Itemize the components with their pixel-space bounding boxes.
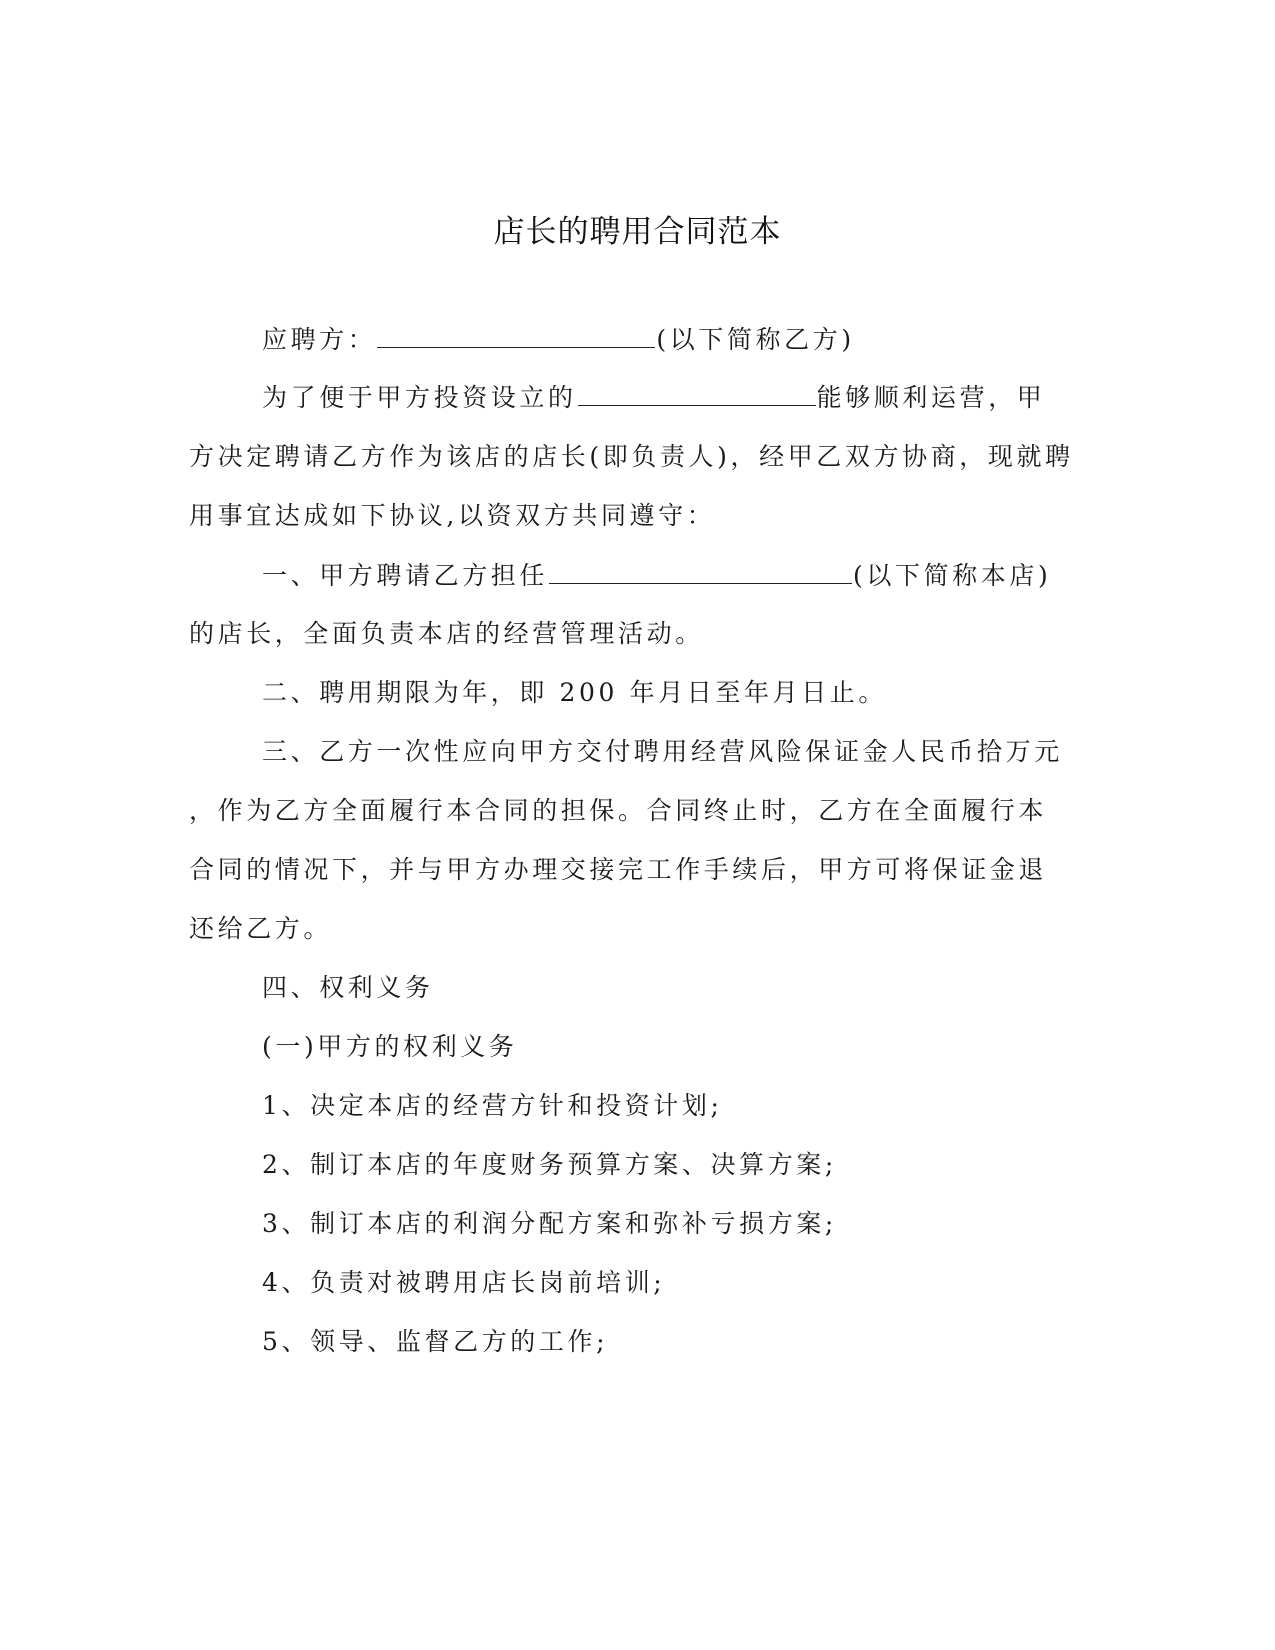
clause-1-line-2: 的店长，全面负责本店的经营管理活动。 [189, 619, 704, 648]
clause-2: 二、聘用期限为年，即 200 年月日至年月日止。 [262, 678, 888, 707]
clause-4-heading: 四、权利义务 [262, 973, 434, 1002]
intro-text-a: 为了便于甲方投资设立的 [262, 383, 577, 412]
list-item-1: 1、决定本店的经营方针和投资计划; [262, 1091, 723, 1120]
applicant-line [262, 322, 855, 358]
list-item-3: 3、制订本店的利润分配方案和弥补亏损方案; [262, 1209, 837, 1238]
applicant-blank [377, 323, 655, 348]
applicant-note: (以下简称乙方) [656, 325, 855, 354]
clause-3-line-3: 合同的情况下，并与甲方办理交接完工作手续后，甲方可将保证金退 [189, 855, 1048, 884]
intro-text-b: 能够顺利运营，甲 [816, 383, 1046, 412]
applicant-label: 应聘方： [262, 325, 377, 354]
intro-line-1 [262, 380, 1045, 416]
list-item-4: 4、负责对被聘用店长岗前培训; [262, 1268, 666, 1297]
store-name-blank [578, 381, 816, 406]
intro-line-2: 方决定聘请乙方作为该店的店长(即负责人)，经甲乙双方协商，现就聘 [189, 442, 1074, 471]
list-item-5: 5、领导、监督乙方的工作; [262, 1327, 609, 1356]
position-blank [549, 559, 852, 584]
clause-1-text-a: 一、甲方聘请乙方担任 [262, 561, 549, 590]
intro-line-3: 用事宜达成如下协议,以资双方共同遵守： [189, 501, 716, 530]
document-title: 店长的聘用合同范本 [493, 214, 782, 250]
clause-3-line-2: ，作为乙方全面履行本合同的担保。合同终止时，乙方在全面履行本 [189, 796, 1048, 825]
clause-4-subheading: (一)甲方的权利义务 [262, 1032, 518, 1061]
list-item-2: 2、制订本店的年度财务预算方案、决算方案; [262, 1150, 837, 1179]
clause-1-line-1 [262, 558, 1051, 594]
clause-3-line-1: 三、乙方一次性应向甲方交付聘用经营风险保证金人民币拾万元 [262, 737, 1063, 766]
clause-1-text-b: (以下简称本店) [853, 561, 1052, 590]
clause-3-line-4: 还给乙方。 [189, 914, 333, 943]
